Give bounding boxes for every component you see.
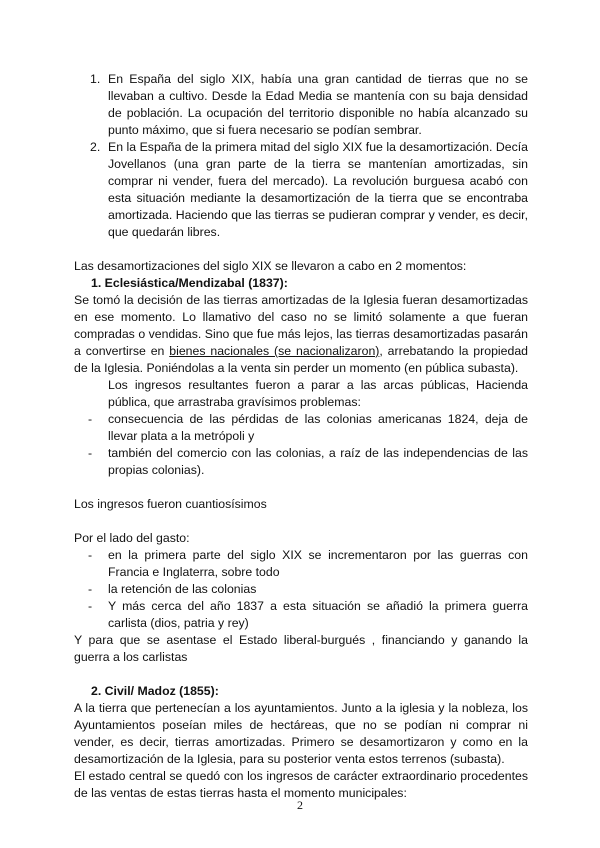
dash-item-text: Y más cerca del año 1837 a esta situación se añadió la primera guerra carlista (dios, patria y rey)	[108, 599, 528, 630]
bienes-nacionales-underlined: bienes nacionales (se nacionalizaron)	[169, 344, 380, 358]
dash-list-item	[74, 581, 528, 598]
dash-bullet: -	[88, 412, 93, 426]
list-text: En España del siglo XIX, había una gran cantidad de tierras que no se llevaban a cultivo. Desde la Edad Media se mantenía con su baja densidad de población. La ocupación del territorio disponible no había alcanzado su punto máximo, que si fuera necesario se podían sembrar.	[108, 72, 528, 137]
section2-heading: 2. Civil/ Madoz (1855):	[91, 684, 219, 698]
dash-bullet: -	[88, 599, 93, 613]
list-number: 1.	[90, 72, 101, 86]
dash-list-item	[74, 547, 528, 581]
section1-para-b: , arrebatando la propiedad de la Iglesia. Poniéndolas a la venta sin perder un momento (en pública subasta).	[74, 344, 528, 375]
income-note: Los ingresos fueron cuantiosísimos	[74, 497, 267, 511]
expense-intro: Por el lado del gasto:	[74, 531, 190, 545]
list-text: En la España de la primera mitad del siglo XIX fue la desamortización. Decía Jovellanos (una gran parte de la tierra se mantenían amortizadas, sin comprar ni vender, fuera del mercado). La revolución burguesa acabó con esta situación mediante la desamortización de la tierra que se encontraba amortizada. Haciendo que las tierras se pudieran comprar y vender, es decir, que quedarán libres.	[108, 140, 528, 239]
intro-list	[74, 71, 528, 241]
list-item	[74, 71, 528, 139]
dash-list-item	[74, 445, 528, 479]
dash-bullet: -	[88, 446, 93, 460]
section1-para-a: Se tomó la decisión de las tierras amortizadas de la Iglesia fueran desamortizadas en ese momento. Lo llamativo del caso no se limitó solamente a que fueran compradas o vendidas. Sino que fue más lejos, las tierras desamortizadas pasarán a convertirse en	[74, 293, 528, 358]
section2-paragraph-1: A la tierra que pertenecían a los ayuntamientos. Junto a la iglesia y la nobleza, los Ayuntamientos poseían miles de hectáreas, que no se podían ni comprar ni vender, es decir, tierras amortizadas. Primero se desamortizaron y como en la desamortización de la Iglesia, para su posterior venta estos terrenos (subasta).	[74, 701, 528, 766]
spacer	[74, 513, 528, 530]
dash-list-item	[74, 411, 528, 445]
dash-item-text: la retención de las colonias	[108, 582, 257, 596]
spacer	[74, 241, 528, 258]
page-number: 2	[297, 798, 303, 812]
page-content	[74, 71, 528, 802]
ingresos-paragraph: Los ingresos resultantes fueron a parar a las arcas públicas, Hacienda pública, que arrastraba gravísimos problemas:	[108, 378, 528, 409]
dash-list-item	[74, 598, 528, 632]
dash-bullet: -	[88, 548, 93, 562]
section1-heading: 1. Eclesiástica/Mendizabal (1837):	[91, 276, 288, 290]
section2-paragraph-2: El estado central se quedó con los ingresos de carácter extraordinario procedentes de las ventas de estas tierras hasta el momento municipales:	[74, 769, 528, 800]
list-item	[74, 139, 528, 241]
dash-item-text: consecuencia de las pérdidas de las colonias americanas 1824, deja de llevar plata a la metrópoli y	[108, 412, 528, 443]
moments-intro: Las desamortizaciones del siglo XIX se llevaron a cabo en 2 momentos:	[74, 259, 467, 273]
dash-item-text: en la primera parte del siglo XIX se incrementaron por las guerras con Francia e Inglaterra, sobre todo	[108, 548, 528, 579]
list-number: 2.	[90, 140, 101, 154]
dash-bullet: -	[88, 582, 93, 596]
section1-conclusion: Y para que se asentase el Estado liberal-burgués , financiando y ganando la guerra a los carlistas	[74, 633, 528, 664]
spacer	[74, 666, 528, 683]
section1-paragraph	[74, 292, 528, 377]
spacer	[74, 479, 528, 496]
dash-item-text: también del comercio con las colonias, a raíz de las independencias de las propias colonias).	[108, 446, 528, 477]
